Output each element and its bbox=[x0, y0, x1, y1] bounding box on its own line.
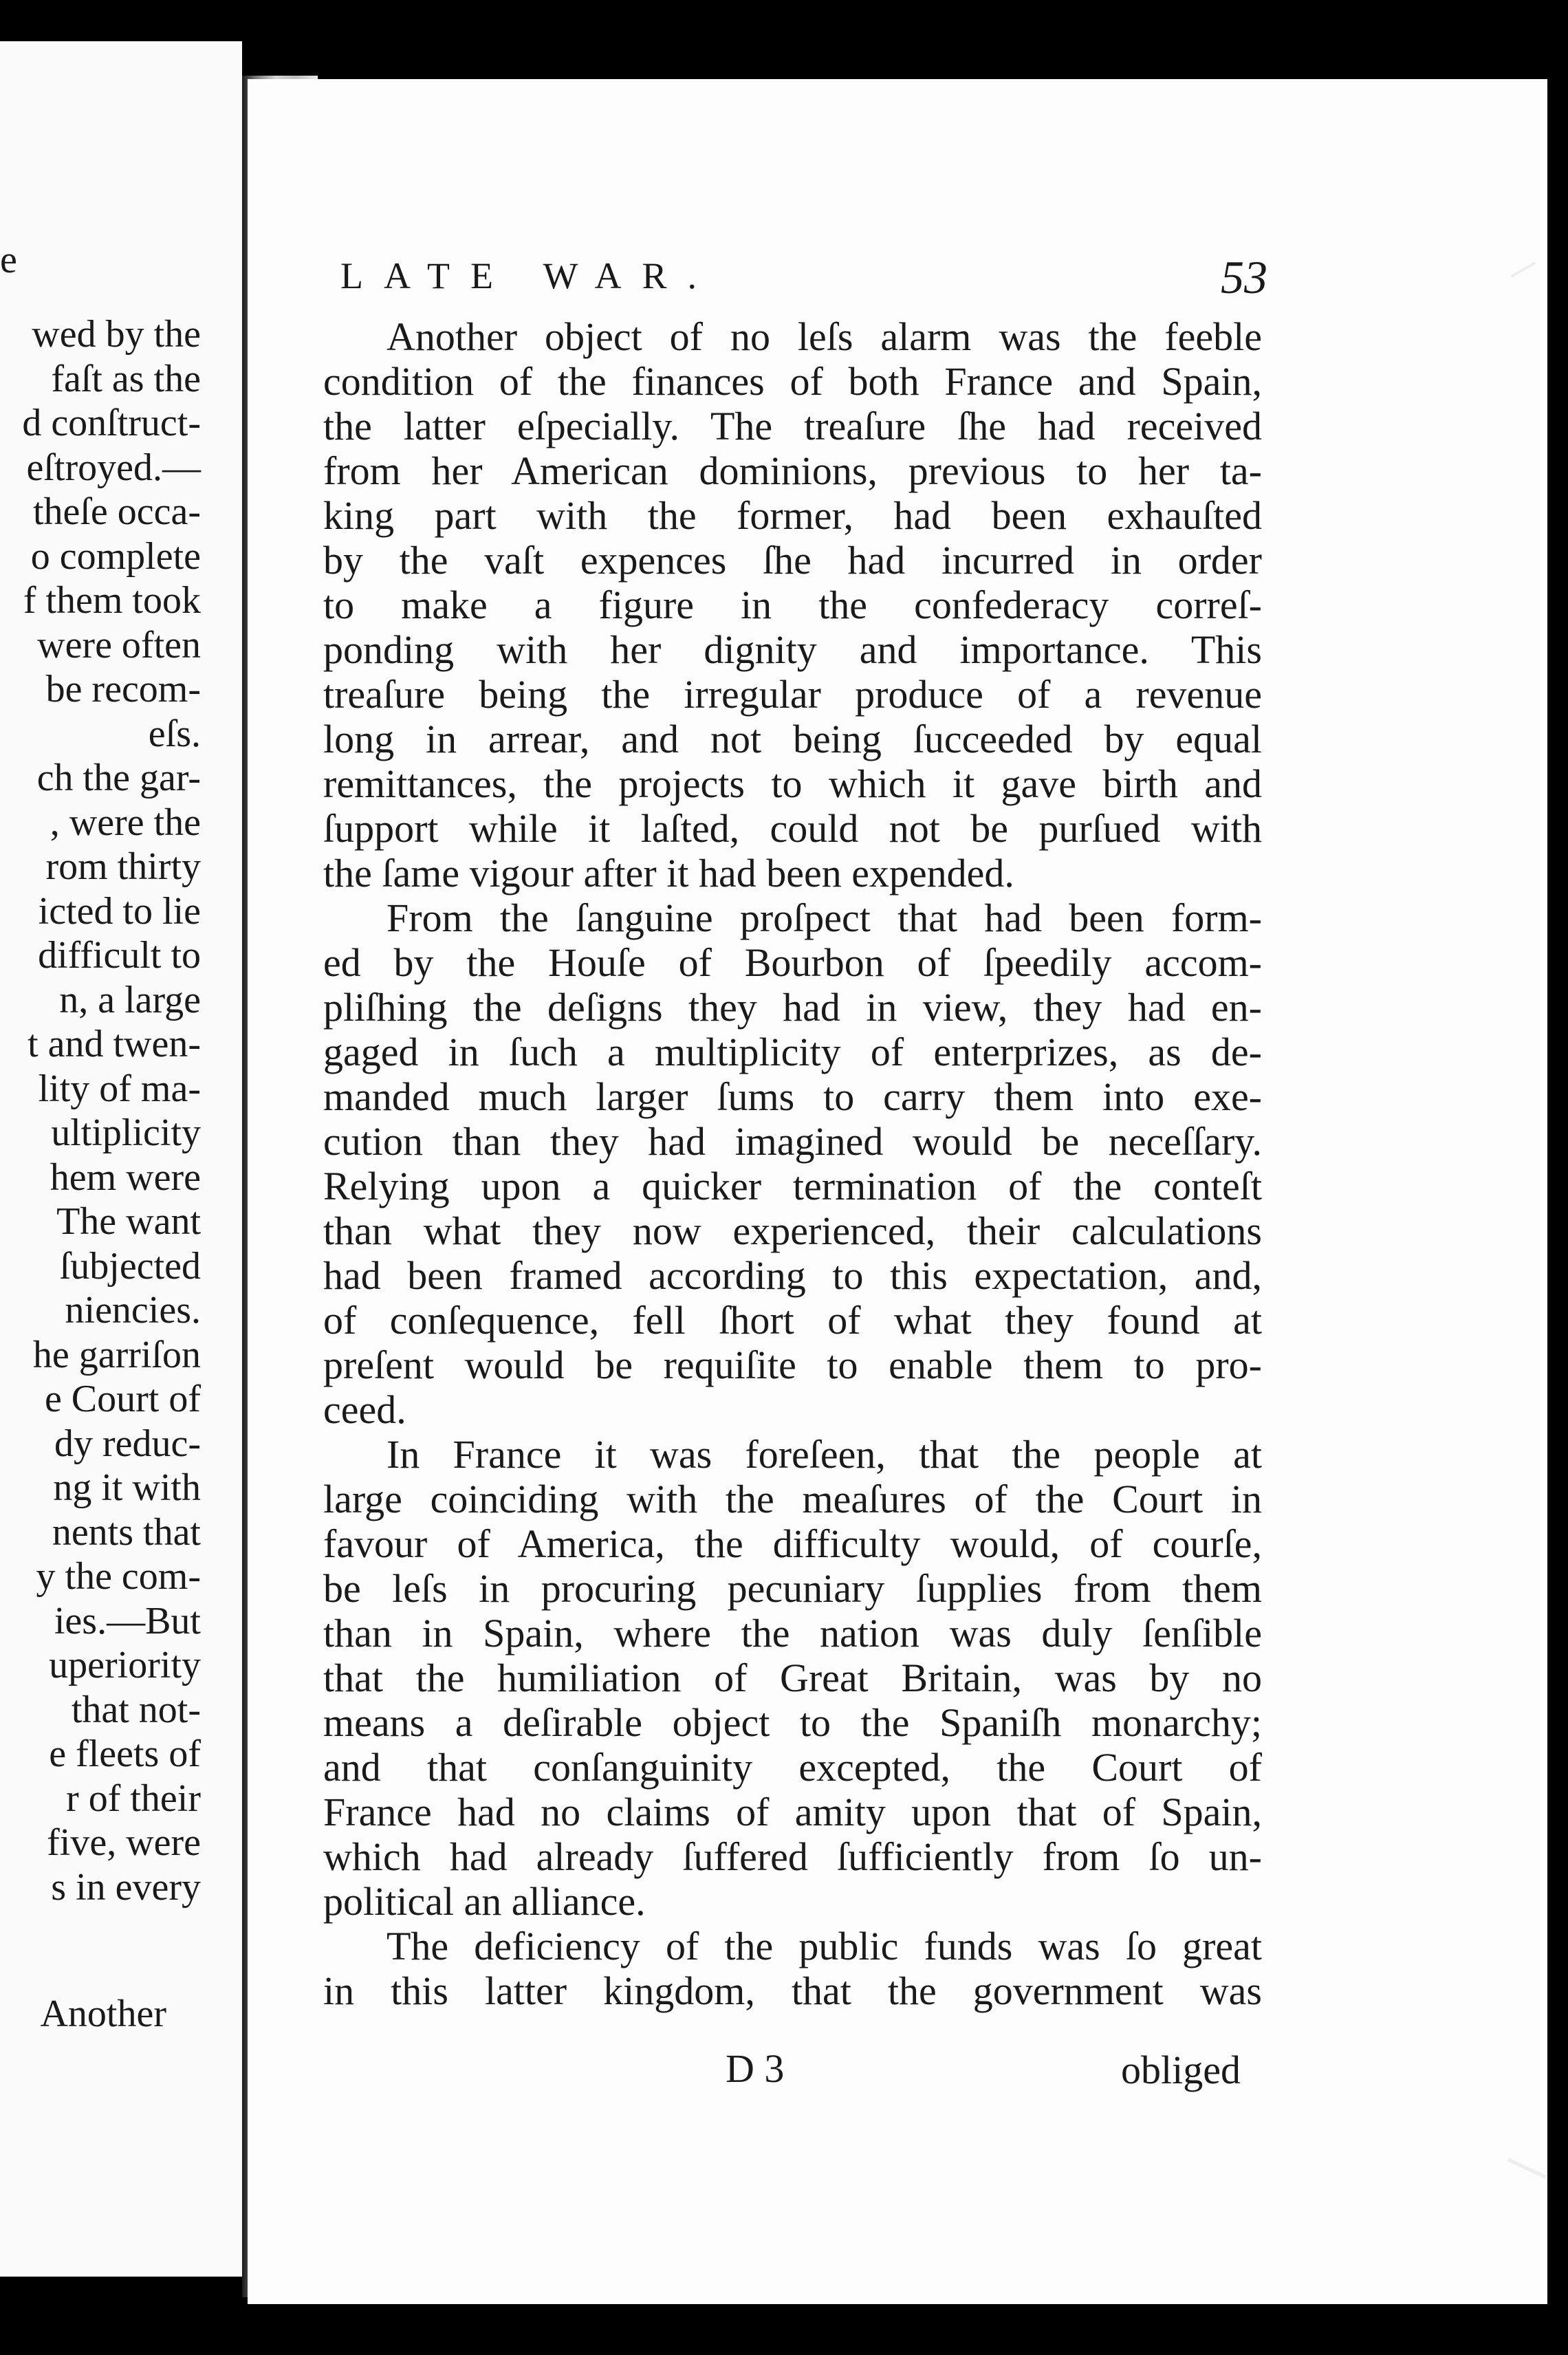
page-number: 53 bbox=[1221, 251, 1267, 303]
text-line: had been framed according to this expectation, and, bbox=[323, 1253, 1262, 1298]
catchword: obliged bbox=[1121, 2048, 1241, 2092]
left-top-fragment: e bbox=[0, 239, 17, 281]
text-line: pliſhing the deſigns they had in view, they had en- bbox=[323, 985, 1262, 1030]
text-line: king part with the former, had been exhauſted bbox=[323, 493, 1262, 538]
left-text-line: eſs. bbox=[148, 712, 201, 755]
left-text-line: wed by the bbox=[32, 313, 201, 356]
text-line: in this latter kingdom, that the government was bbox=[323, 1968, 1262, 2013]
left-text-line: ng it with bbox=[53, 1466, 201, 1509]
text-line: Relying upon a quicker termination of the conteſt bbox=[323, 1164, 1262, 1208]
left-text-line: be recom- bbox=[45, 668, 201, 710]
left-text-line: theſe occa- bbox=[32, 490, 201, 533]
left-text-line: o complete bbox=[30, 534, 201, 578]
left-text-line: lity of ma- bbox=[38, 1067, 201, 1110]
left-text-line: dy reduc- bbox=[54, 1422, 201, 1465]
text-line: by the vaſt expences ſhe had incurred in order bbox=[323, 538, 1262, 583]
left-text-line: y the com- bbox=[36, 1555, 201, 1598]
left-text-line: n, a large bbox=[59, 978, 201, 1021]
text-line: be leſs in procuring pecuniary ſupplies from them bbox=[323, 1566, 1262, 1611]
left-text-line: ultiplicity bbox=[51, 1111, 201, 1154]
left-text-line: ſubjected bbox=[59, 1244, 201, 1288]
text-line: than what they now experienced, their calculations bbox=[323, 1208, 1262, 1253]
left-text-line: five, were bbox=[47, 1821, 201, 1864]
text-line: ceed. bbox=[323, 1387, 406, 1432]
text-line: The deficiency of the public funds was ſo great bbox=[386, 1924, 1262, 1968]
text-line: treaſure being the irregular produce of a revenue bbox=[323, 672, 1262, 717]
text-line: large coinciding with the meaſures of the Court in bbox=[323, 1477, 1262, 1521]
text-line: Another object of no leſs alarm was the feeble bbox=[386, 314, 1262, 359]
running-head bbox=[340, 251, 1267, 310]
text-line: political an alliance. bbox=[323, 1879, 646, 1924]
text-line: from her American dominions, previous to her ta- bbox=[323, 448, 1262, 493]
text-line: of conſequence, fell ſhort of what they found at bbox=[323, 1298, 1262, 1343]
text-line: long in arrear, and not being ſucceeded by equal bbox=[323, 717, 1262, 761]
left-text-line: t and twen- bbox=[28, 1023, 201, 1065]
text-line: ed by the Houſe of Bourbon of ſpeedily accom- bbox=[323, 940, 1262, 985]
left-text-line: e fleets of bbox=[49, 1733, 201, 1775]
running-head-title: LATE WAR. bbox=[340, 255, 717, 296]
text-line: ponding with her dignity and importance. This bbox=[323, 627, 1262, 672]
left-text-line: difficult to bbox=[38, 934, 201, 977]
text-line: gaged in ſuch a multiplicity of enterprizes, as de- bbox=[323, 1030, 1262, 1074]
left-text-line: s in every bbox=[51, 1865, 201, 1909]
left-text-line: faſt as the bbox=[51, 357, 201, 400]
left-text-line: that not- bbox=[71, 1688, 201, 1731]
left-text-line: d conſtruct- bbox=[22, 402, 201, 444]
text-line: preſent would be requiſite to enable them to pro- bbox=[323, 1343, 1262, 1387]
text-line: means a deſirable object to the Spaniſh monarchy; bbox=[323, 1700, 1262, 1745]
left-text-line: eſtroyed.— bbox=[26, 446, 201, 489]
signature-mark: D 3 bbox=[726, 2046, 785, 2091]
left-text-line: ies.—But bbox=[54, 1599, 201, 1642]
text-line: ſupport while it laſted, could not be purſued with bbox=[323, 806, 1262, 851]
left-text-line: e Court of bbox=[44, 1378, 201, 1420]
text-line: than in Spain, where the nation was duly ſenſible bbox=[323, 1611, 1262, 1656]
text-line: the latter eſpecially. The treaſure ſhe had received bbox=[323, 404, 1262, 448]
left-text-line: icted to lie bbox=[38, 889, 201, 933]
text-line: and that conſanguinity excepted, the Court of bbox=[323, 1745, 1262, 1790]
left-text-line: rom thirty bbox=[45, 845, 201, 888]
left-text-line: ch the gar- bbox=[36, 757, 201, 799]
left-text-line: were often bbox=[37, 623, 201, 666]
left-text-line: f them took bbox=[23, 579, 201, 622]
left-text-line: , were the bbox=[50, 801, 201, 844]
text-line: the ſame vigour after it had been expended. bbox=[323, 851, 1014, 896]
text-line: that the humiliation of Great Britain, was by no bbox=[323, 1656, 1262, 1700]
left-text-line: r of their bbox=[66, 1777, 201, 1820]
text-line: favour of America, the difficulty would, of courſe, bbox=[323, 1521, 1262, 1566]
left-text-line: nents that bbox=[52, 1510, 201, 1554]
left-text-line: niencies. bbox=[65, 1289, 201, 1332]
left-page bbox=[0, 41, 242, 2277]
text-line: remittances, the projects to which it gave birth and bbox=[323, 761, 1262, 806]
text-line: condition of the finances of both France and Spain, bbox=[323, 359, 1262, 404]
text-line: France had no claims of amity upon that of Spain, bbox=[323, 1790, 1262, 1834]
left-text-line: hem were bbox=[50, 1155, 201, 1199]
left-text-line: he garriſon bbox=[32, 1333, 201, 1376]
text-line: cution than they had imagined would be neceſſary. bbox=[323, 1119, 1262, 1164]
text-line: In France it was foreſeen, that the people at bbox=[386, 1432, 1262, 1477]
text-line: manded much larger ſums to carry them into exe- bbox=[323, 1074, 1262, 1119]
left-catchword: Another bbox=[40, 1993, 166, 2035]
text-line: From the ſanguine proſpect that had been form- bbox=[386, 896, 1262, 940]
left-text-line: The want bbox=[56, 1200, 201, 1243]
text-line: which had already ſuffered ſufficiently from ſo un- bbox=[323, 1834, 1262, 1879]
left-text-line: uperiority bbox=[49, 1644, 201, 1686]
text-line: to make a figure in the confederacy correſ- bbox=[323, 583, 1262, 627]
